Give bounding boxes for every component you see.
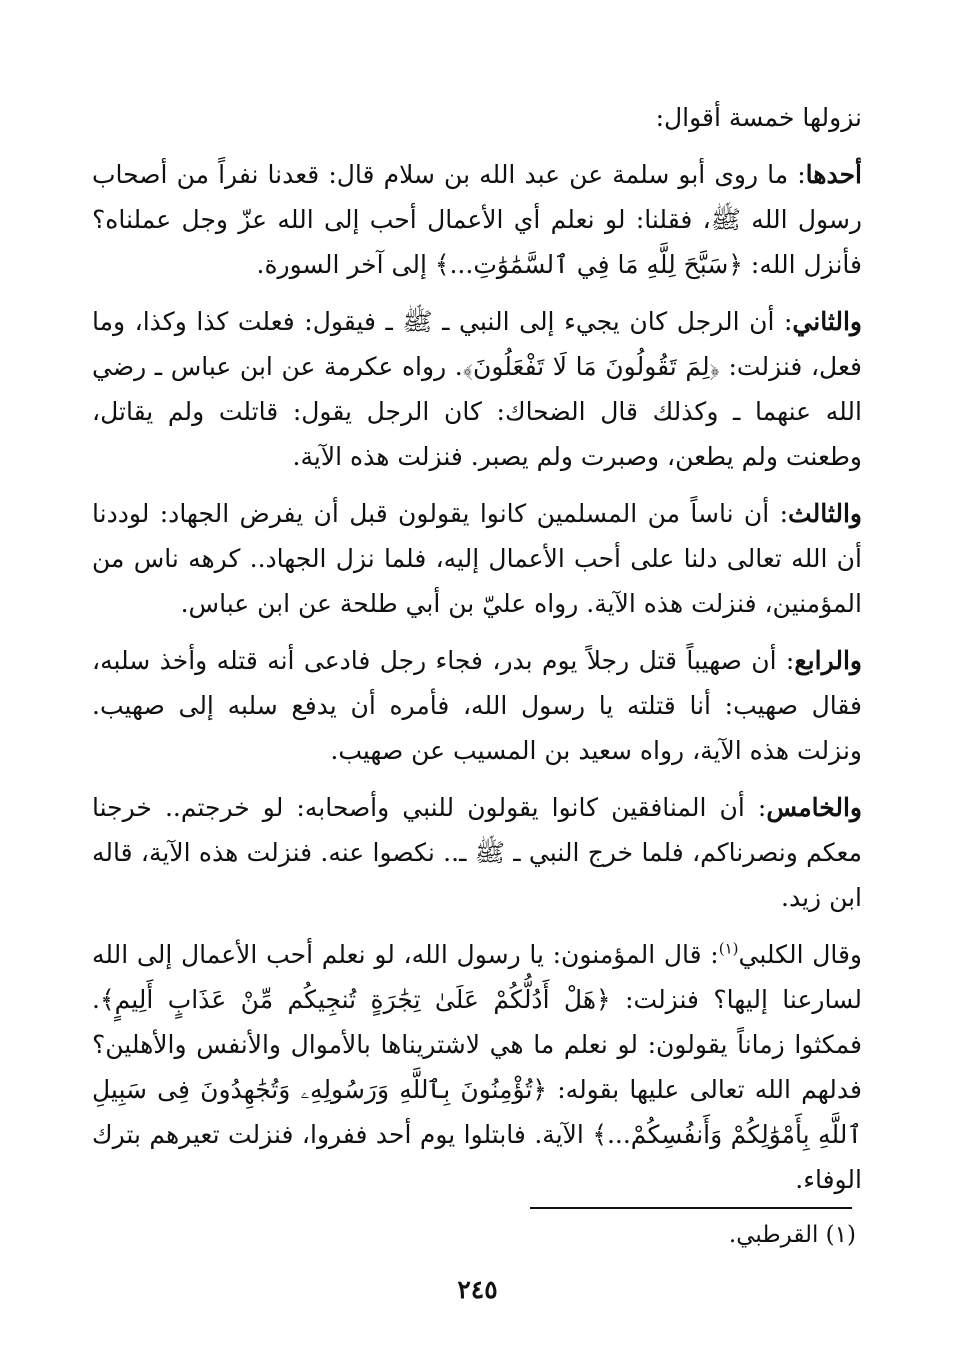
paragraph-lead: أحدها bbox=[805, 160, 862, 189]
paragraph-text: : ما روى أبو سلمة عن عبد الله بن سلام قال: قعدنا نفراً من أصحاب رسول الله ﷺ، فقلنا: لو نعلم أي الأعمال أحب إلى الله عزّ وجل عملناه؟ فأنزل الله: ﴿سَبَّحَ لِلَّهِ مَا فِي ٱلسَّمَٰوَٰتِ...﴾ إلى آخر السورة. bbox=[92, 160, 862, 279]
paragraph-lead: والثالث bbox=[788, 499, 862, 528]
paragraph-lead: والرابع bbox=[794, 646, 862, 675]
paragraph-fourth-opinion bbox=[92, 638, 862, 773]
paragraph-first-opinion bbox=[92, 152, 862, 287]
kalbi-text: : قال المؤمنون: يا رسول الله، لو نعلم أحب الأعمال إلى الله لسارعنا إليها؟ فنزلت: ﴿هَلْ أَدُلُّكُمْ عَلَىٰ تِجَٰرَةٍ تُنجِيكُم مِّنْ عَذَابٍ أَلِيمٍ﴾. فمكثوا زماناً يقولون: لو نعلم ما هي لاشتريناها بالأموال والأنفس والأهلين؟ فدلهم الله تعالى عليها بقوله: ﴿تُؤْمِنُونَ بِٱللَّهِ وَرَسُولِهِۦ وَتُجَٰهِدُونَ فِى سَبِيلِ ٱللَّهِ بِأَمْوَٰلِكُمْ وَأَنفُسِكُمْ...﴾ الآية. فابتلوا يوم أحد ففروا، فنزلت تعيرهم بترك الوفاء. bbox=[92, 940, 862, 1194]
paragraph-text: : أن المنافقين كانوا يقولون للنبي وأصحابه: لو خرجتم.. خرجنا معكم ونصرناكم، فلما خرج النبي ـ ﷺ ـ.. نكصوا عنه. فنزلت هذه الآية، قاله ابن زيد. bbox=[92, 793, 862, 912]
paragraph-text: : أن الرجل كان يجيء إلى النبي ـ ﷺ ـ فيقول: فعلت كذا وكذا، وما فعل، فنزلت: ﴿لِمَ تَقُولُونَ مَا لَا تَفْعَلُونَ﴾. رواه عكرمة عن ابن عباس ـ رضي الله عنهما ـ وكذلك قال الضحاك: كان الرجل يقول: قاتلت ولم يقاتل، وطعنت ولم يطعن، وصبرت ولم يصبر. فنزلت هذه الآية. bbox=[92, 307, 862, 471]
page-number: ٢٤٥ bbox=[457, 1275, 498, 1304]
intro-line: نزولها خمسة أقوال: bbox=[655, 103, 862, 132]
footnote-separator bbox=[530, 1207, 852, 1209]
paragraph-text: : أن ناساً من المسلمين كانوا يقولون قبل أن يفرض الجهاد: لوددنا أن الله تعالى دلنا على أحب الأعمال إليه، فلما نزل الجهاد.. كرهه ناس من المؤمنين، فنزلت هذه الآية. رواه عليّ بن أبي طلحة عن ابن عباس. bbox=[92, 499, 862, 618]
paragraph-second-opinion bbox=[92, 299, 862, 479]
kalbi-opening: وقال الكلبي bbox=[738, 940, 863, 969]
paragraph-fifth-opinion bbox=[92, 785, 862, 920]
footnote: (١) القرطبي. bbox=[728, 1222, 856, 1248]
paragraph-third-opinion bbox=[92, 491, 862, 626]
footnote-reference: (١) bbox=[718, 939, 739, 958]
paragraph-lead: والثاني bbox=[792, 307, 862, 336]
paragraph-text: : أن صهيباً قتل رجلاً يوم بدر، فجاء رجل فادعى أنه قتله وأخذ سلبه، فقال صهيب: أنا قتلته يا رسول الله، فأمره أن يدفع سلبه إلى صهيب. ونزلت هذه الآية، رواه سعيد بن المسيب عن صهيب. bbox=[92, 646, 862, 765]
page-body bbox=[92, 95, 862, 1214]
paragraph-lead: والخامس bbox=[766, 793, 862, 822]
paragraph-kalbi bbox=[92, 932, 862, 1202]
